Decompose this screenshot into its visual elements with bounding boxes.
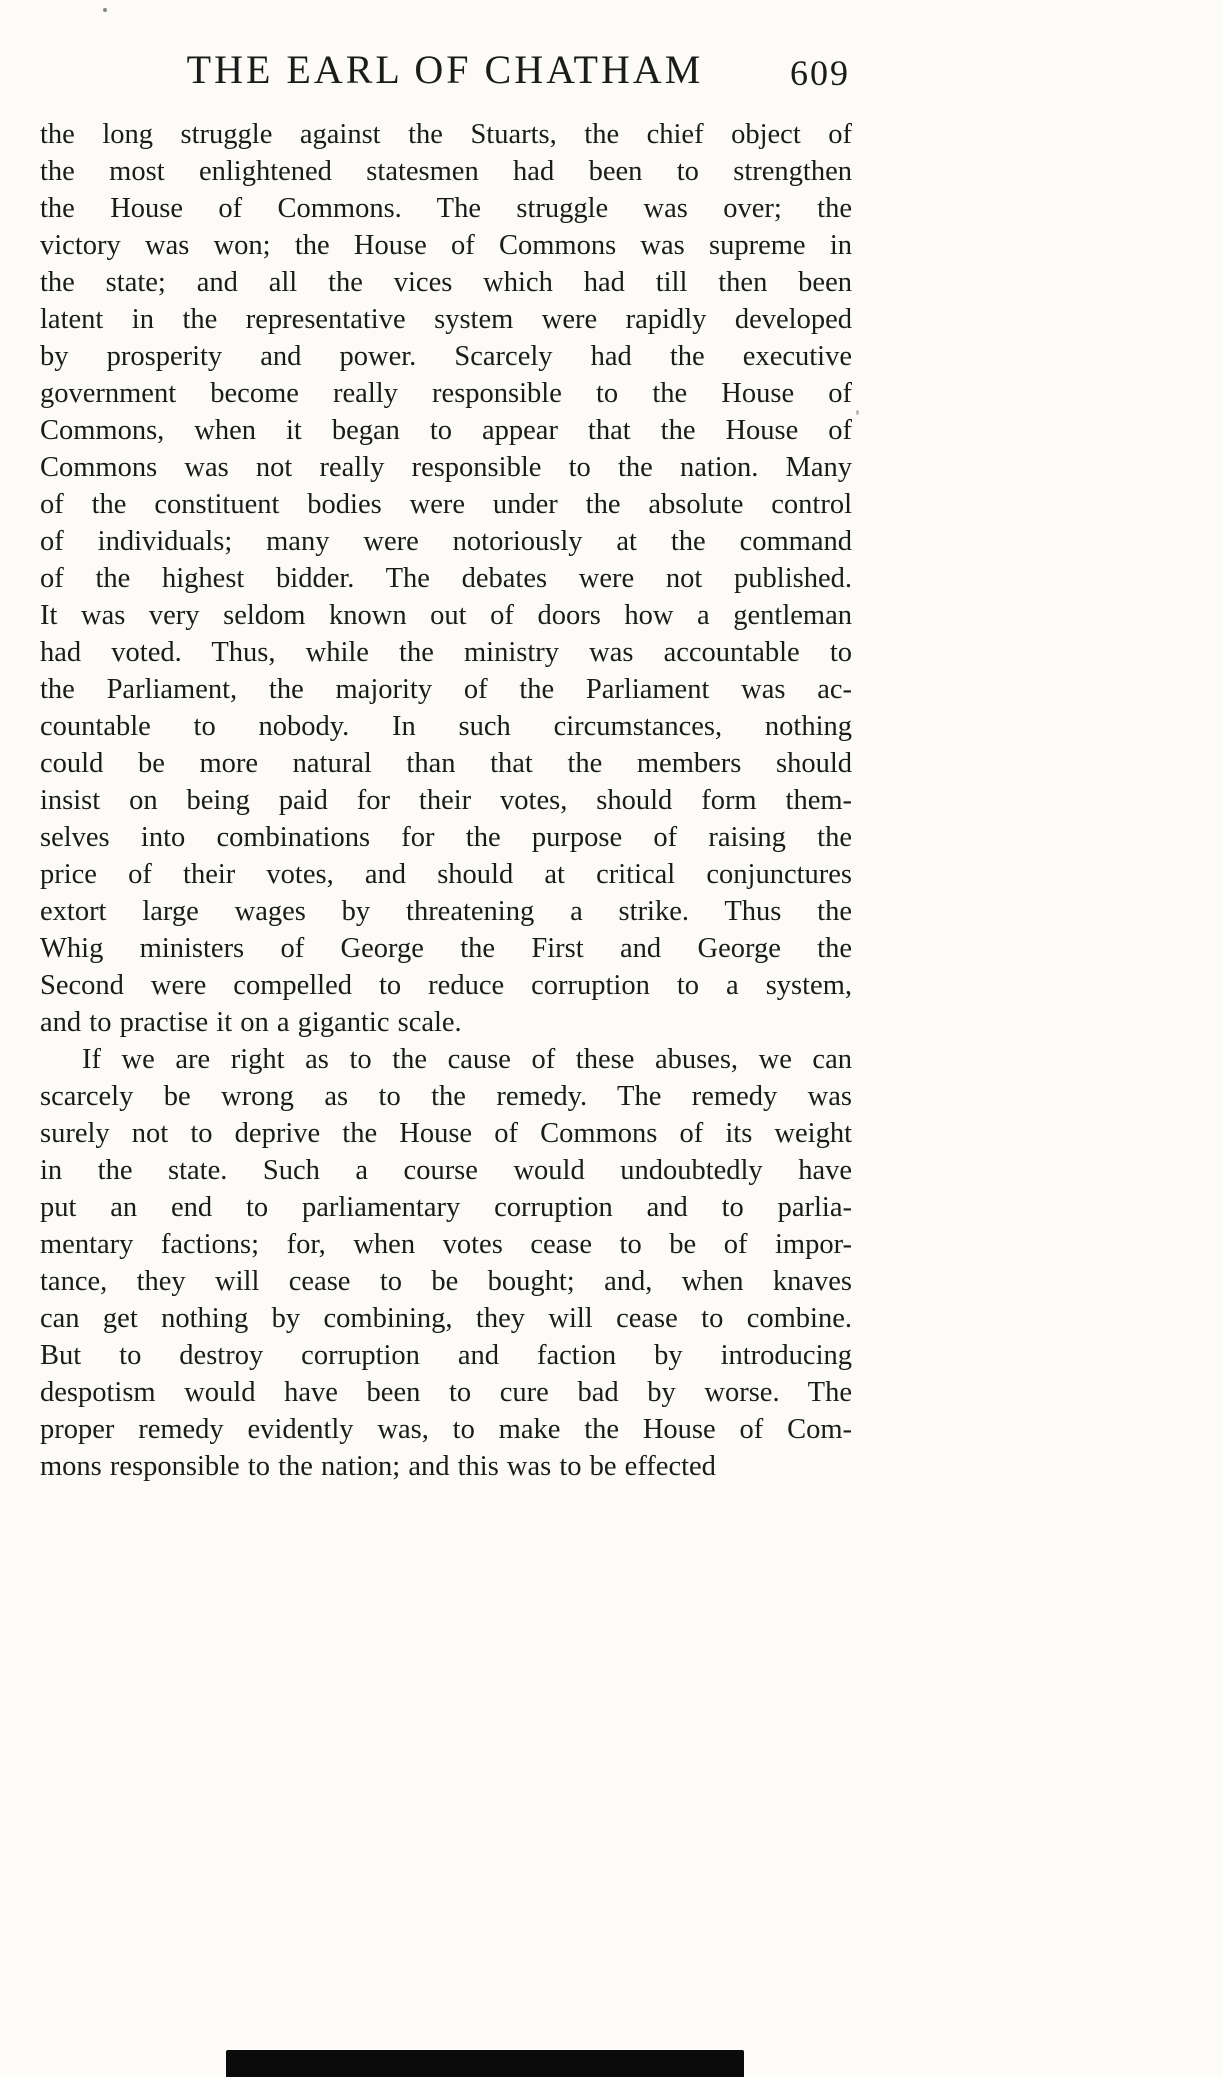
text-line: tance, they will cease to be bought; and, when knaves [40, 1266, 852, 1297]
text-line: can get nothing by combining, they will cease to combine. [40, 1303, 852, 1334]
text-line: of the highest bidder. The debates were not published. [40, 563, 852, 594]
text-line: of individuals; many were notoriously at the command [40, 526, 852, 557]
scan-artifact-bar [226, 2050, 744, 2077]
paragraph [40, 1041, 852, 1485]
text-line: victory was won; the House of Commons was supreme in [40, 230, 852, 261]
text-line: had voted. Thus, while the ministry was accountable to [40, 637, 852, 668]
text-line: mentary factions; for, when votes cease to be of impor- [40, 1229, 852, 1260]
text-line: and to practise it on a gigantic scale. [40, 1007, 462, 1038]
text-line: extort large wages by threatening a strike. Thus the [40, 896, 852, 927]
text-line: Whig ministers of George the First and George the [40, 933, 852, 964]
text-line: the state; and all the vices which had till then been [40, 267, 852, 298]
text-line: If we are right as to the cause of these abuses, we can [82, 1044, 852, 1075]
text-line: despotism would have been to cure bad by worse. The [40, 1377, 852, 1408]
text-line: of the constituent bodies were under the absolute control [40, 489, 852, 520]
text-line: Commons, when it began to appear that the House of [40, 415, 852, 446]
scan-speck [856, 410, 859, 415]
text-line: It was very seldom known out of doors how a gentleman [40, 600, 852, 631]
text-line: mons responsible to the nation; and this was to be effected [40, 1451, 716, 1482]
text-line: countable to nobody. In such circumstances, nothing [40, 711, 852, 742]
text-line: insist on being paid for their votes, should form them- [40, 785, 852, 816]
text-line: the long struggle against the Stuarts, the chief object of [40, 119, 852, 150]
text-line: proper remedy evidently was, to make the House of Com- [40, 1414, 852, 1445]
text-line: the House of Commons. The struggle was over; the [40, 193, 852, 224]
scan-speck [103, 8, 107, 12]
text-line: the most enlightened statesmen had been to strengthen [40, 156, 852, 187]
text-line: by prosperity and power. Scarcely had the executive [40, 341, 852, 372]
text-line: the Parliament, the majority of the Parliament was ac- [40, 674, 852, 705]
text-line: could be more natural than that the members should [40, 748, 852, 779]
page-header [40, 42, 850, 102]
page-title: THE EARL OF CHATHAM [186, 47, 704, 92]
text-line: in the state. Such a course would undoubtedly have [40, 1155, 852, 1186]
page-number: 609 [790, 53, 850, 93]
text-line: government become really responsible to the House of [40, 378, 852, 409]
text-line: Commons was not really responsible to the nation. Many [40, 452, 852, 483]
text-line: But to destroy corruption and faction by introducing [40, 1340, 852, 1371]
paragraph [40, 116, 852, 1041]
text-line: Second were compelled to reduce corruption to a system, [40, 970, 852, 1001]
body-text [40, 116, 852, 1485]
text-line: put an end to parliamentary corruption and to parlia- [40, 1192, 852, 1223]
text-line: selves into combinations for the purpose of raising the [40, 822, 852, 853]
text-line: surely not to deprive the House of Commons of its weight [40, 1118, 852, 1149]
text-line: latent in the representative system were rapidly developed [40, 304, 852, 335]
text-line: price of their votes, and should at critical conjunctures [40, 859, 852, 890]
text-line: scarcely be wrong as to the remedy. The remedy was [40, 1081, 852, 1112]
